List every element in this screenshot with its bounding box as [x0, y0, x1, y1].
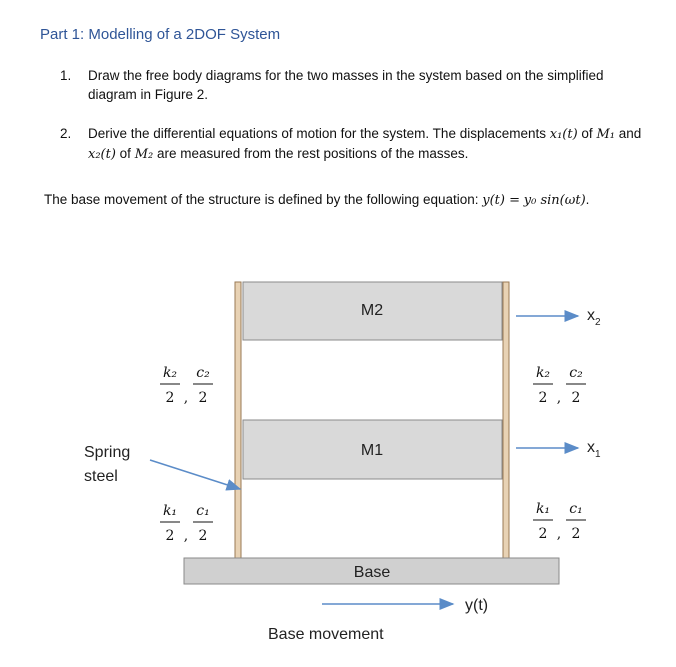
- spring-steel-label-line1: Spring: [84, 444, 131, 461]
- comma: ,: [183, 390, 189, 406]
- k2-symbol: k₂: [535, 365, 551, 381]
- two-denominator: 2: [198, 528, 208, 544]
- two-denominator: 2: [571, 526, 581, 542]
- spring-steel-label-line2: steel: [84, 468, 118, 485]
- base-eq-rhs: y₀ sin(ωt): [523, 193, 586, 208]
- list-number: 2.: [60, 126, 72, 141]
- list-number: 1.: [60, 68, 72, 83]
- list-text-post: are measured from the rest positions of the masses.: [153, 146, 469, 161]
- c1-symbol: c₁: [196, 503, 210, 519]
- base-eq-lhs: y(t) =: [482, 193, 521, 208]
- two-denominator: 2: [198, 390, 208, 406]
- base-movement-label: Base movement: [268, 626, 384, 643]
- spring-steel-arrow-icon: [150, 460, 240, 489]
- mass-m2: M₂: [134, 147, 154, 162]
- comma: ,: [556, 390, 562, 406]
- comma: ,: [556, 526, 562, 542]
- c1-symbol: c₁: [569, 501, 583, 517]
- list-text-mid1: of: [577, 126, 597, 141]
- x1-displacement: x₁(t): [549, 127, 578, 142]
- mass-m2-label: M2: [360, 302, 384, 319]
- c2-symbol: c₂: [196, 365, 210, 381]
- x2-displacement: x₂(t): [88, 147, 116, 162]
- right-column: [503, 282, 509, 558]
- two-denominator: 2: [165, 390, 175, 406]
- yt-label: y(t): [465, 597, 489, 614]
- right-upper-spring-fractions: [533, 365, 586, 406]
- x1-label: $x_1$: [587, 439, 601, 460]
- x2-label: $x_2$: [587, 307, 601, 328]
- k2-symbol: k₂: [162, 365, 178, 381]
- left-column: [235, 282, 241, 558]
- list-text: Draw the free body diagrams for the two masses in the system based on the simplified diagram in Figure 2.: [88, 68, 604, 102]
- list-text-pre: Derive the differential equations of motion for the system. The displacements: [88, 126, 550, 141]
- two-denominator: 2: [538, 526, 548, 542]
- mass-m1: M₁: [596, 127, 615, 142]
- base-label: Base: [353, 564, 391, 581]
- two-denominator: 2: [571, 390, 581, 406]
- base-eq-pre: The base movement of the structure is defined by the following equation:: [44, 192, 483, 207]
- right-lower-spring-fractions: [533, 501, 586, 542]
- k1-symbol: k₁: [535, 501, 551, 517]
- c2-symbol: c₂: [569, 365, 583, 381]
- comma: ,: [183, 528, 189, 544]
- list-text-mid2: and: [614, 126, 642, 141]
- section-heading: Part 1: Modelling of a 2DOF System: [40, 26, 281, 43]
- list-text-mid3: of: [115, 146, 135, 161]
- left-lower-spring-fractions: [160, 503, 213, 544]
- mass-m1-label: M1: [360, 442, 384, 459]
- k1-symbol: k₁: [162, 503, 178, 519]
- base-eq-post: .: [585, 192, 590, 207]
- left-upper-spring-fractions: [160, 365, 213, 406]
- two-denominator: 2: [538, 390, 548, 406]
- two-denominator: 2: [165, 528, 175, 544]
